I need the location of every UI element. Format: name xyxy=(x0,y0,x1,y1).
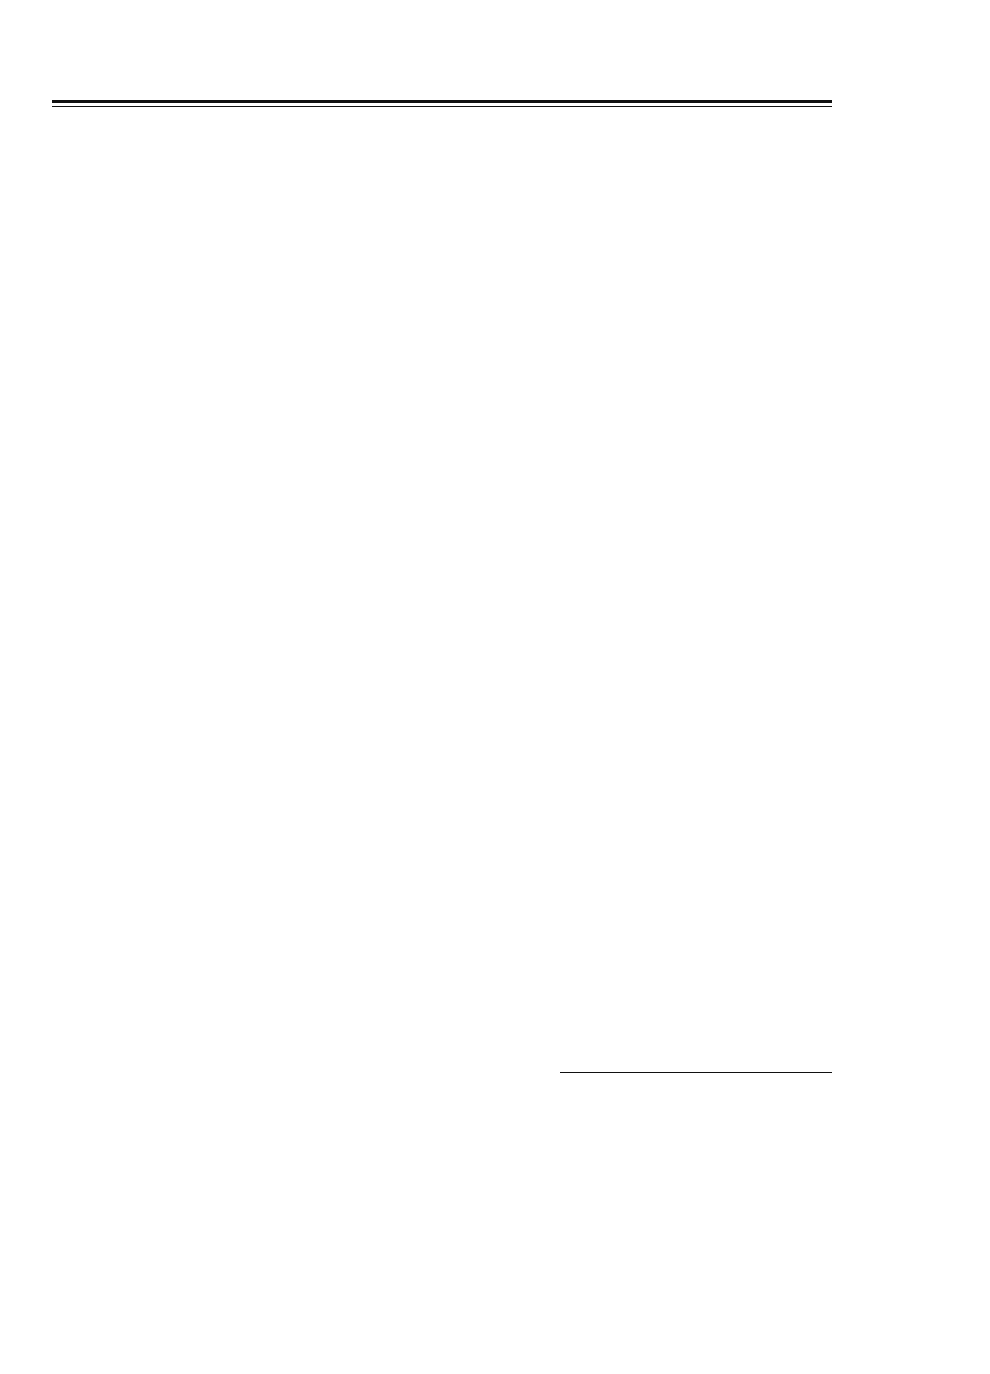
page-header xyxy=(52,58,832,100)
footnote-divider xyxy=(560,1072,832,1073)
header-rule xyxy=(52,100,832,103)
header-rule-thin xyxy=(52,106,832,107)
